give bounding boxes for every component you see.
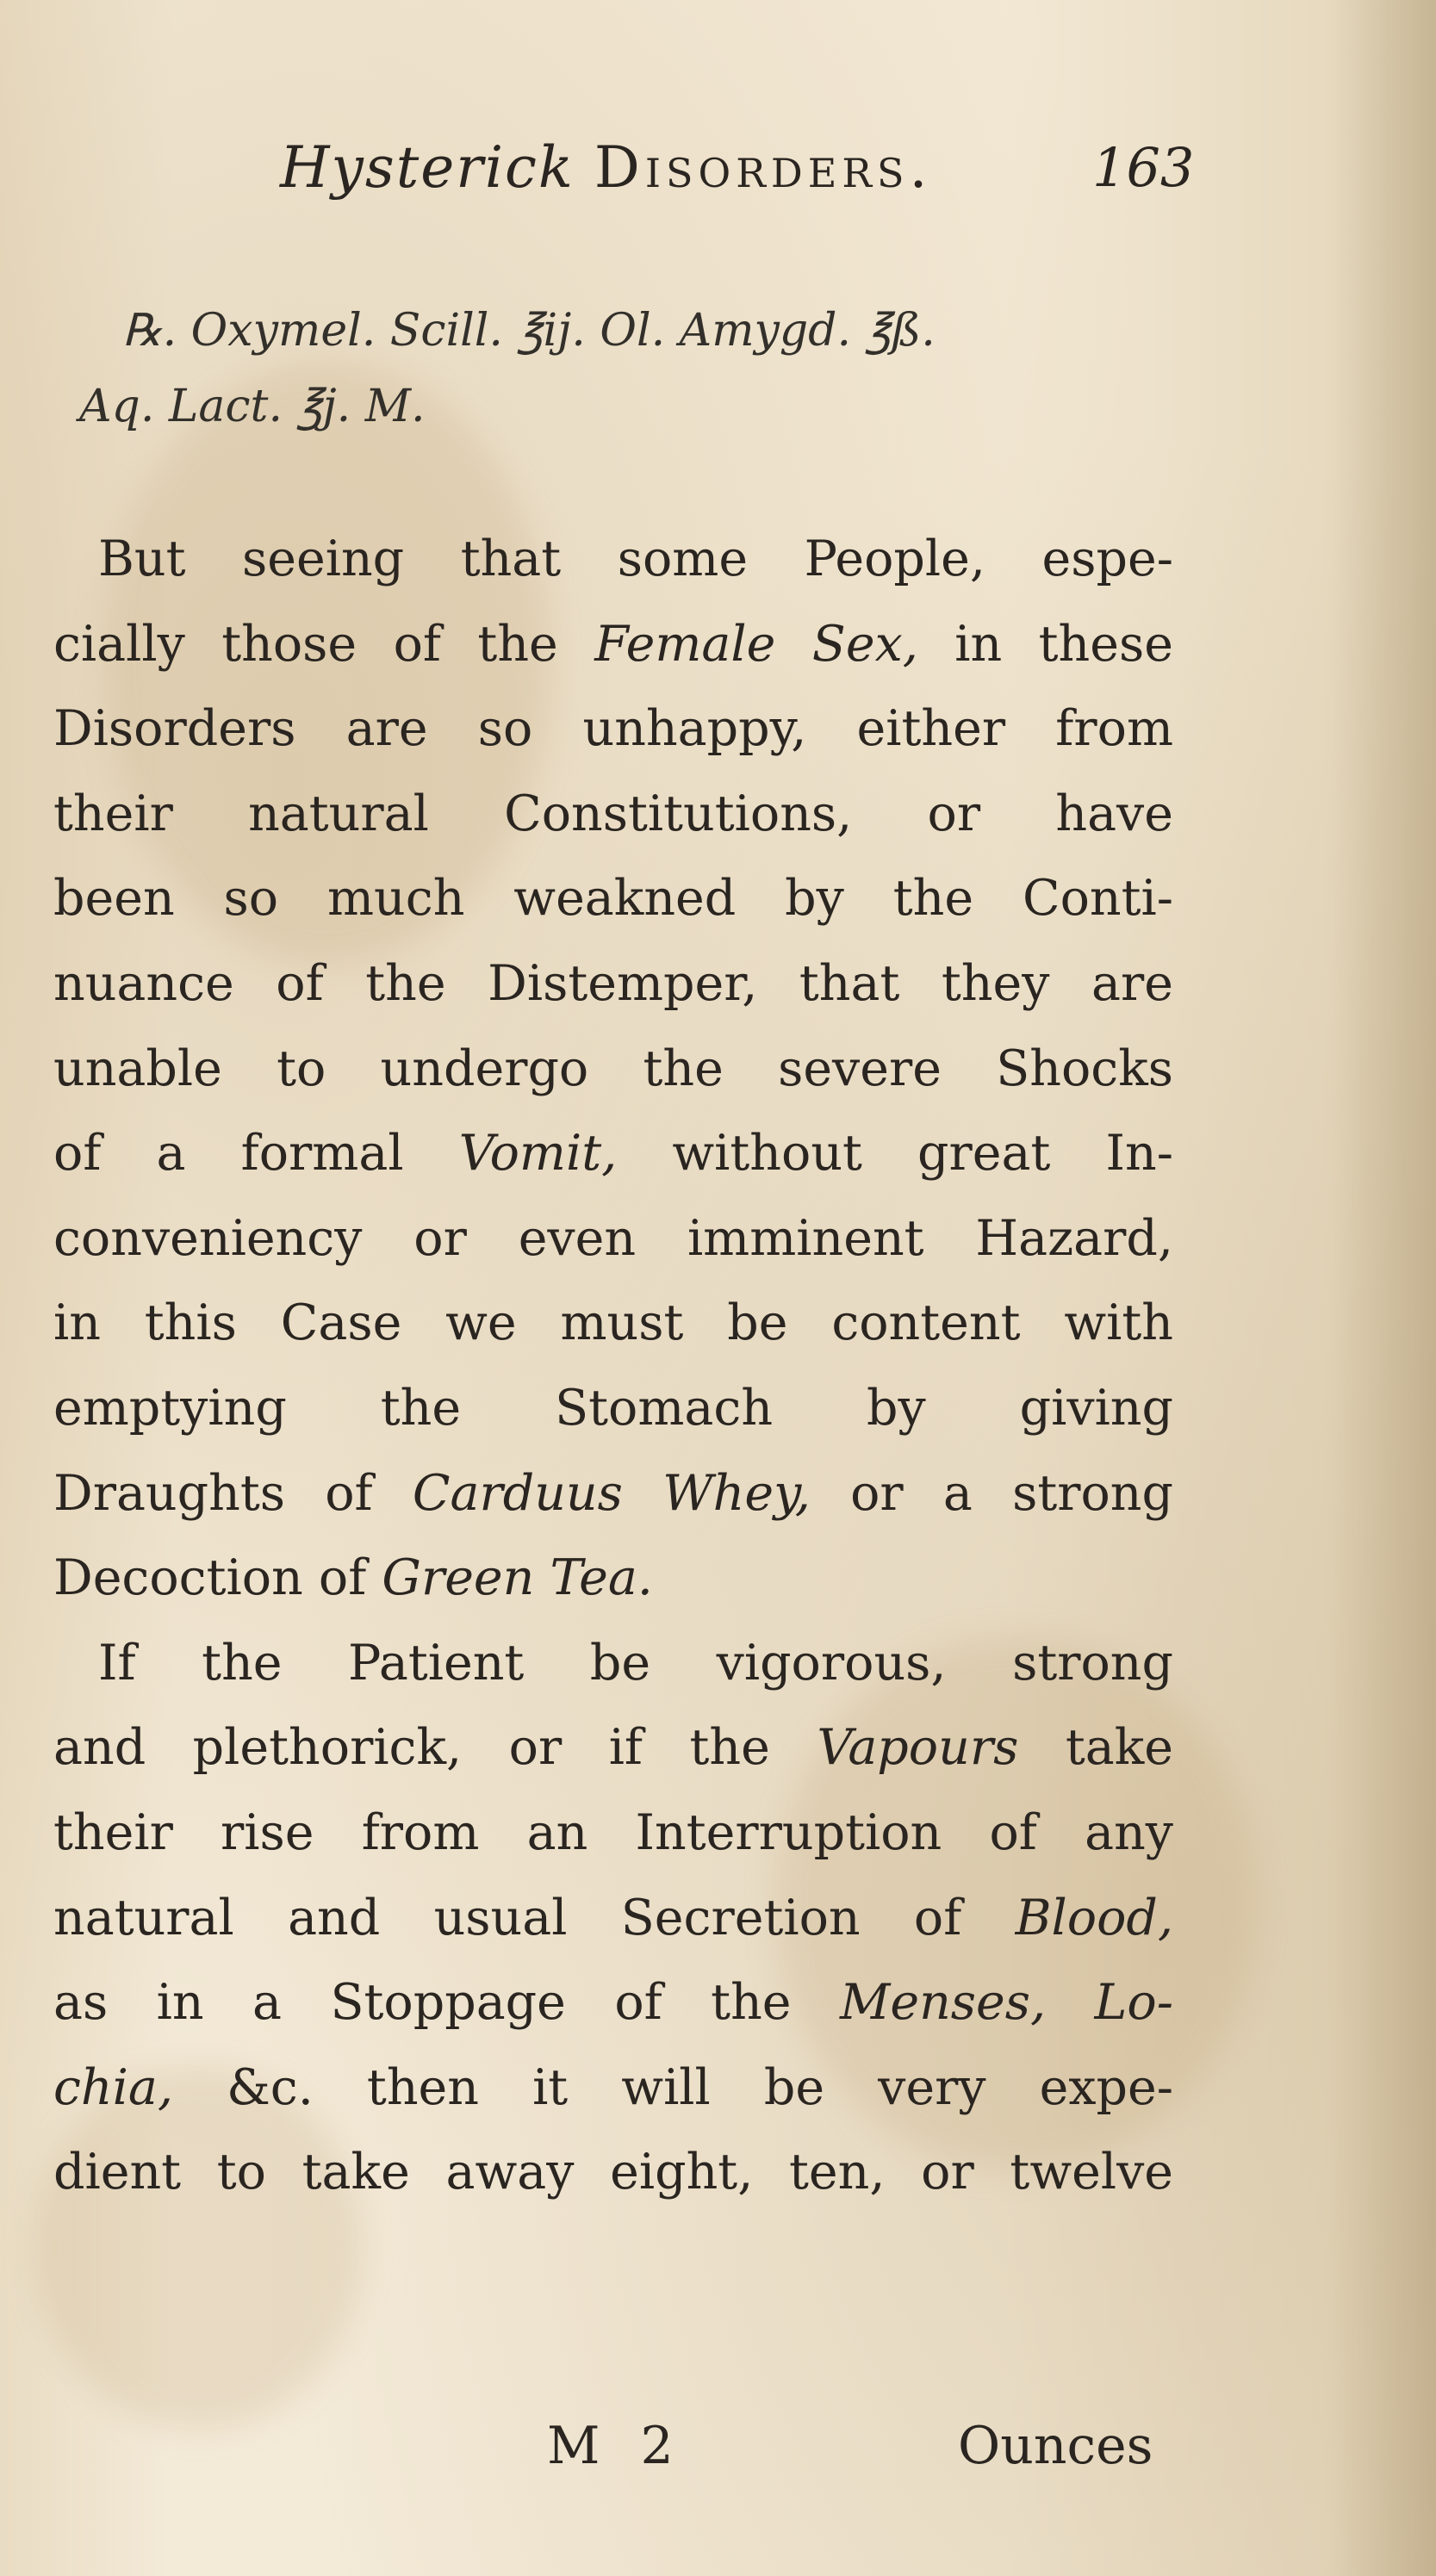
text-line [53,1196,1173,1282]
prescription-line: ℞. Oxymel. Scill. ℥ij. Ol. Amygd. ℥ß. [122,305,936,357]
text-span: If the Patient be vigorous, strong [98,1634,1173,1691]
text-line [53,517,1173,602]
text-span: of a formal [53,1125,404,1182]
italic-span: Vapours [817,1719,1019,1777]
page-number: 163 [1092,136,1195,199]
text-line [53,686,1173,772]
italic-span: chia, [53,2058,173,2116]
prescription-block [79,293,1371,444]
text-line [53,1111,1173,1196]
text-span: Draughts of [53,1464,373,1522]
text-line [53,602,1173,687]
text-span: conveniency or even imminent Hazard, [53,1209,1173,1267]
text-line [53,1451,1173,1536]
text-span: and plethorick, or if the [53,1719,770,1777]
text-line [53,772,1173,857]
running-header [0,121,1436,215]
text-span: take [1065,1719,1174,1777]
text-span: natural and usual Secretion of [53,1889,962,1946]
text-line [53,1791,1173,1876]
text-line [53,2045,1173,2131]
text-span: unable to undergo the severe Shocks [53,1040,1173,1097]
text-line [53,1705,1173,1791]
text-line [53,2130,1173,2215]
italic-span: Carduus Whey, [412,1464,811,1522]
text-span: in these [954,615,1173,673]
text-line [53,1027,1173,1112]
running-title [280,121,932,215]
text-span: emptying the Stomach by giving [53,1379,1173,1437]
text-line [53,1621,1173,1706]
text-line [53,1281,1173,1366]
text-span: dient to take away eight, ten, or twelve [53,2144,1173,2201]
catchword: Ounces [958,2416,1153,2476]
text-span: been so much weakned by the Conti- [53,870,1173,928]
signature-mark: M 2 [547,2416,686,2476]
text-line [53,1536,1173,1621]
running-title-italic: Hysterick [280,134,575,201]
text-span: nuance of the Distemper, that they are [53,954,1173,1012]
text-line [53,1366,1173,1451]
text-span: Decoction of [53,1549,367,1607]
text-line [53,856,1173,941]
text-span: &c. then it will be very expe- [227,2058,1173,2116]
text-line [53,1876,1173,1961]
italic-span: Green Tea. [382,1549,653,1607]
italic-span: Menses, Lo- [839,1974,1173,2032]
text-span: without great In- [672,1125,1174,1182]
text-span: their natural Constitutions, or have [53,785,1173,842]
text-span: in this Case we must be content with [53,1294,1173,1352]
text-span: Disorders are so unhappy, either from [53,700,1173,758]
running-title-caps: Disorders. [594,134,933,201]
text-line [53,1960,1173,2045]
text-span: as in a Stoppage of the [53,1974,792,2032]
body-text [53,517,1173,2215]
page-footer [0,2403,1436,2489]
text-span: cially those of the [53,615,558,673]
italic-span: Female Sex, [594,615,918,673]
text-span: their rise from an Interruption of any [53,1803,1173,1861]
text-line [53,941,1173,1027]
text-span: or a strong [850,1464,1173,1522]
italic-span: Vomit, [458,1125,618,1182]
text-span: But seeing that some People, espe- [98,531,1173,587]
prescription-line: Aq. Lact. ℥j. M. [79,381,426,432]
italic-span: Blood, [1015,1889,1173,1946]
